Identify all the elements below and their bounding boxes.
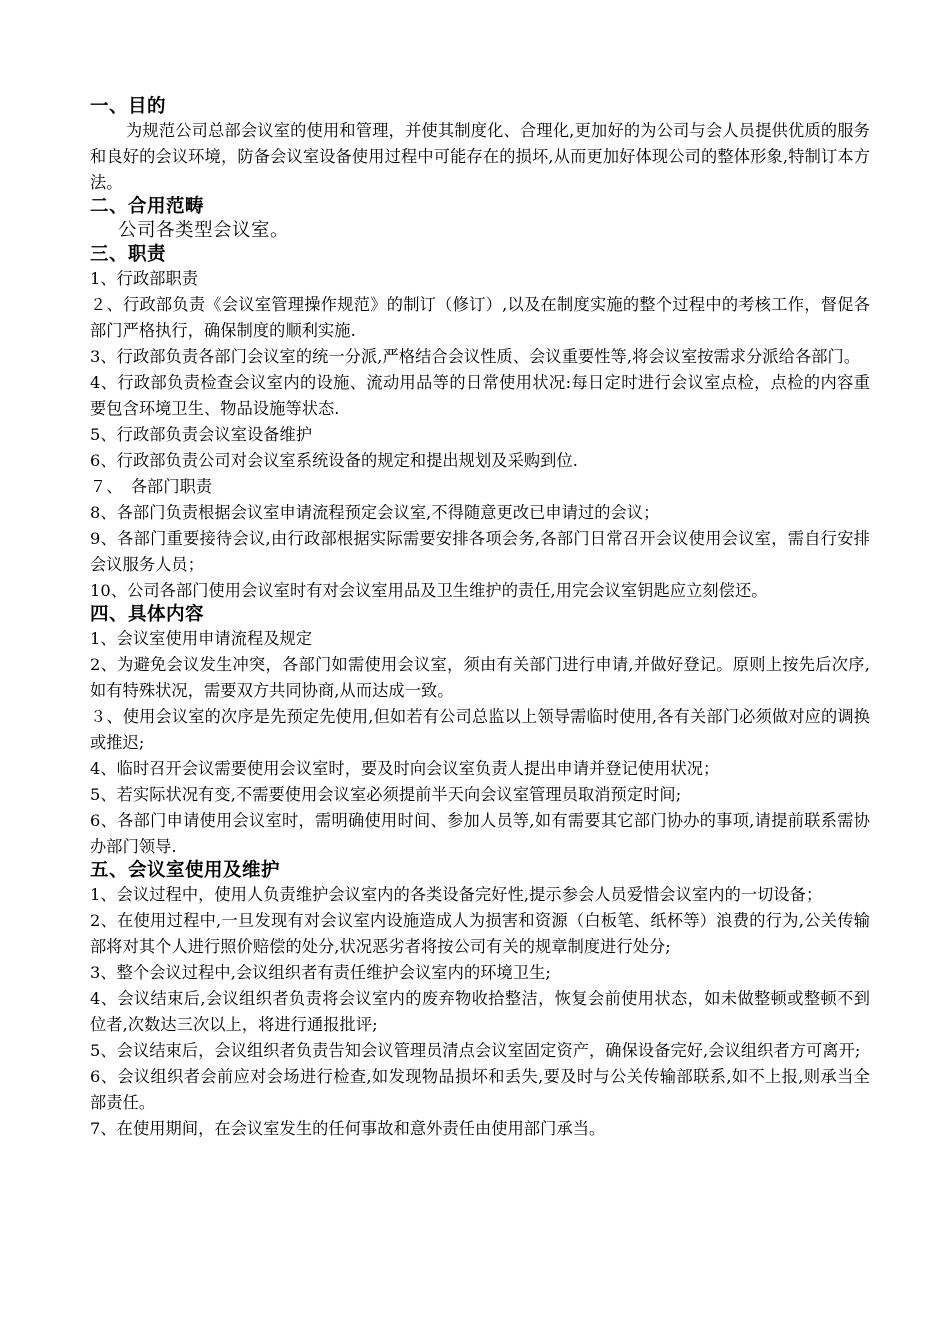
list-item: 2、在使用过程中,一旦发现有对会议室内设施造成人为损害和资源（白板笔、纸杯等）浪费的行为,公关传输部将对其个人进行照价赔偿的处分,状况恶劣者将按公司有关的规章制度进行处分;: [90, 911, 870, 956]
list-item: 5、若实际状况有变,不需要使用会议室必须提前半天向会议室管理员取消预定时间;: [90, 785, 682, 804]
list-item: 3、行政部负责各部门会议室的统一分派,严格结合会议性质、会议重要性等,将会议室按需求分派给各部门。: [90, 347, 861, 366]
list-item: 3、整个会议过程中,会议组织者有责任维护会议室内的环境卫生;: [90, 963, 551, 982]
list-item: 7、在使用期间，在会议室发生的任何事故和意外责任由使用部门承当。: [90, 1119, 606, 1138]
section-heading-details: 四、具体内容: [90, 604, 205, 625]
list-item: 9、各部门重要接待会议,由行政部根据实际需要安排各项会务,各部门日常召开会议使用会议室，需自行安排会议服务人员；: [90, 529, 870, 574]
list-item: 8、各部门负责根据会议室申请流程预定会议室,不得随意更改已申请过的会议；: [90, 503, 660, 522]
list-item: 4、行政部负责检查会议室内的设施、流动用品等的日常使用状况:每日定时进行会议室点检，点检的内容重要包含环境卫生、物品设施等状态.: [90, 373, 870, 418]
paragraph-purpose: 为规范公司总部会议室的使用和管理，并使其制度化、合理化,更加好的为公司与会人员提供优质的服务和良好的会议环境，防备会议室设备使用过程中可能存在的损坏,从而更加好体现公司的整体形象,特制订本方法。: [90, 121, 870, 192]
list-item: 1、会议室使用申请流程及规定: [90, 629, 313, 648]
list-item: 5、会议结束后，会议组织者负责告知会议管理员清点会议室固定资产，确保设备完好,会议组织者方可离开;: [90, 1041, 861, 1060]
section-heading-responsibilities: 三、职责: [90, 244, 167, 265]
section-heading-purpose: 一、目的: [90, 96, 167, 117]
list-item: ７、 各部门职责: [90, 477, 213, 496]
list-item: 5、行政部负责会议室设备维护: [90, 425, 313, 444]
list-item: 1、会议过程中，使用人负责维护会议室内的各类设备完好性,提示参会人员爱惜会议室内的一切设备；: [90, 885, 823, 904]
list-item: 6、各部门申请使用会议室时，需明确使用时间、参加人员等,如有需要其它部门协办的事项,请提前联系需协办部门领导.: [90, 811, 870, 856]
list-item: ３、使用会议室的次序是先预定先使用,但如若有公司总监以上领导需临时使用,各有关部门必须做对应的调换或推迟;: [90, 707, 870, 752]
list-item: 2、为避免会议发生冲突，各部门如需使用会议室，须由有关部门进行申请,并做好登记。原则上按先后次序,如有特殊状况，需要双方共同协商,从而达成一致。: [90, 655, 870, 700]
list-item: 6、行政部负责公司对会议室系统设备的规定和提出规划及采购到位.: [90, 451, 578, 470]
list-item: 1、行政部职责: [90, 269, 199, 288]
list-item: 4、会议结束后,会议组织者负责将会议室内的废弃物收拾整洁，恢复会前使用状态，如未做整顿或整顿不到位者,次数达三次以上，将进行通报批评;: [90, 989, 870, 1034]
paragraph-scope: 公司各类型会议室。: [118, 220, 290, 241]
list-item: ２、行政部负责《会议室管理操作规范》的制订（修订）,以及在制度实施的整个过程中的考核工作，督促各部门严格执行，确保制度的顺利实施.: [90, 295, 870, 340]
document-page: [90, 96, 870, 1142]
list-item: 10、公司各部门使用会议室时有对会议室用品及卫生维护的责任,用完会议室钥匙应立刻偿还。: [90, 581, 768, 600]
list-item: 4、临时召开会议需要使用会议室时，要及时向会议室负责人提出申请并登记使用状况；: [90, 759, 720, 778]
section-heading-usage-maintenance: 五、会议室使用及维护: [90, 860, 281, 881]
section-heading-scope: 二、合用范畴: [90, 196, 205, 217]
list-item: 6、会议组织者会前应对会场进行检查,如发现物品损坏和丢失,要及时与公关传输部联系,如不上报,则承当全部责任。: [90, 1067, 870, 1112]
